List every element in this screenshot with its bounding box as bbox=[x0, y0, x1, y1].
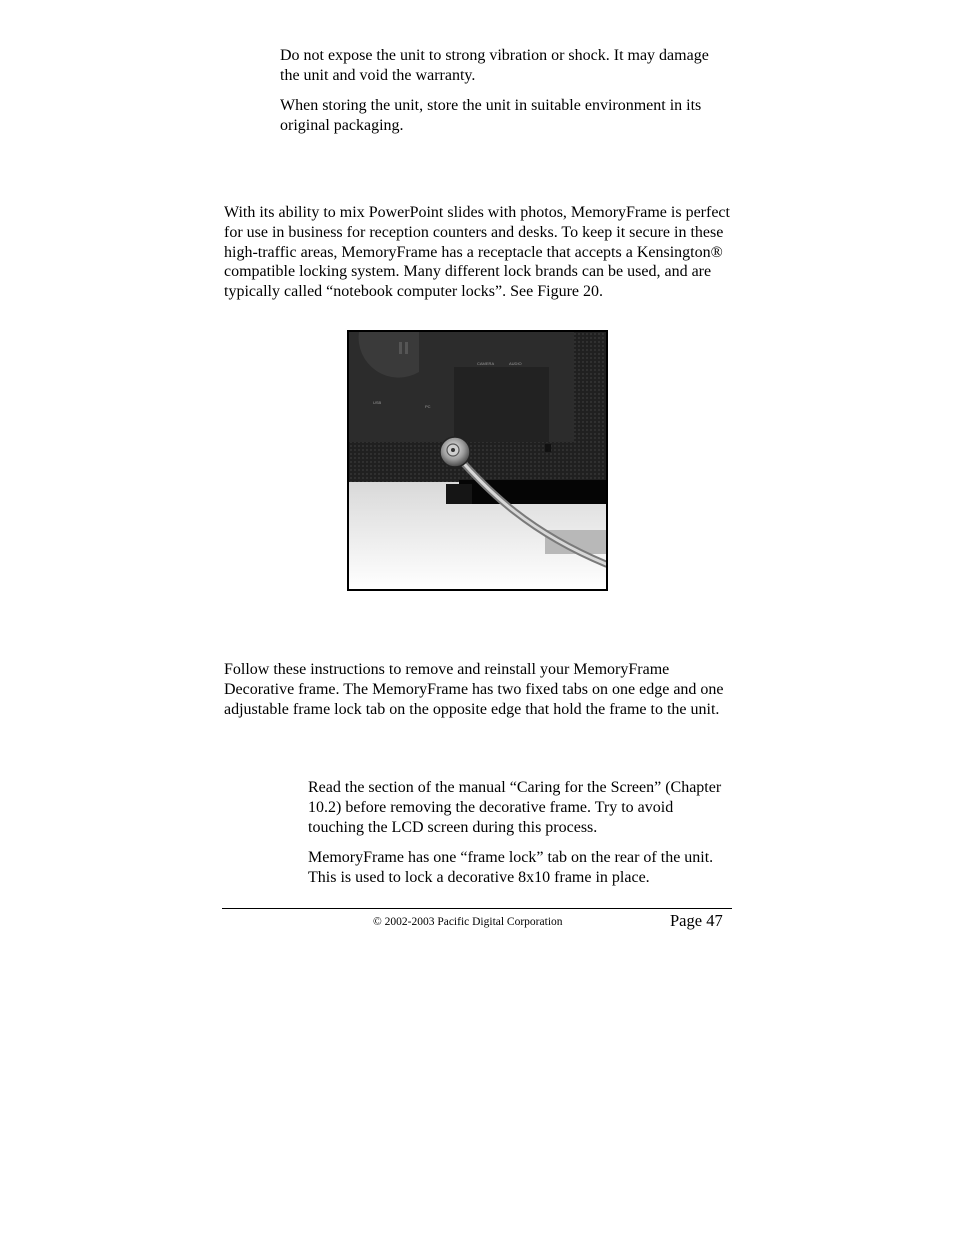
port-label: CAMERA bbox=[477, 361, 495, 366]
port-label: PC bbox=[425, 404, 431, 409]
paragraph-storage-advice: When storing the unit, store the unit in suitable environment in its original packaging. bbox=[280, 97, 702, 134]
lock-keyhole-center bbox=[451, 448, 455, 452]
figure-20-kensington-lock-photo bbox=[347, 330, 608, 591]
scan-artifact-block bbox=[446, 484, 472, 504]
footer-divider bbox=[222, 908, 732, 909]
stand-slot bbox=[405, 342, 408, 354]
stand-slot bbox=[399, 342, 402, 354]
paragraph-security-lock: With its ability to mix PowerPoint slides with photos, MemoryFrame is perfect for use in business for reception counters and desks. To keep it secure in these high-traffic areas, MemoryFrame has a receptacle that accepts a Kensington® compatible locking system. Many different lock brands can be used, and are typically called “notebook computer locks”. See Figure 20. bbox=[224, 204, 730, 301]
port-label: AUDIO bbox=[509, 361, 522, 366]
port-label: USB bbox=[373, 400, 382, 405]
lock-photo-illustration bbox=[349, 332, 606, 589]
connector-recess bbox=[454, 367, 549, 442]
paragraph-frame-lock-tab: MemoryFrame has one “frame lock” tab on the rear of the unit. This is used to lock a decorative 8x10 frame in place. bbox=[308, 849, 714, 886]
paragraph-vibration-warning: Do not expose the unit to strong vibration or shock. It may damage the unit and void the warranty. bbox=[280, 47, 709, 84]
paragraph-decorative-frame-intro: Follow these instructions to remove and reinstall your MemoryFrame Decorative frame. The MemoryFrame has two fixed tabs on one edge and one adjustable frame lock tab on the opposite edge that hold the frame to the unit. bbox=[224, 661, 724, 718]
footer-copyright: © 2002-2003 Pacific Digital Corporation bbox=[373, 916, 563, 928]
side-button bbox=[545, 444, 551, 452]
footer-page-number: Page 47 bbox=[670, 911, 723, 930]
side-vent-grille bbox=[574, 332, 606, 482]
paragraph-caring-for-screen: Read the section of the manual “Caring for the Screen” (Chapter 10.2) before removing the decorative frame. Try to avoid touching the LCD screen during this process. bbox=[308, 779, 722, 836]
